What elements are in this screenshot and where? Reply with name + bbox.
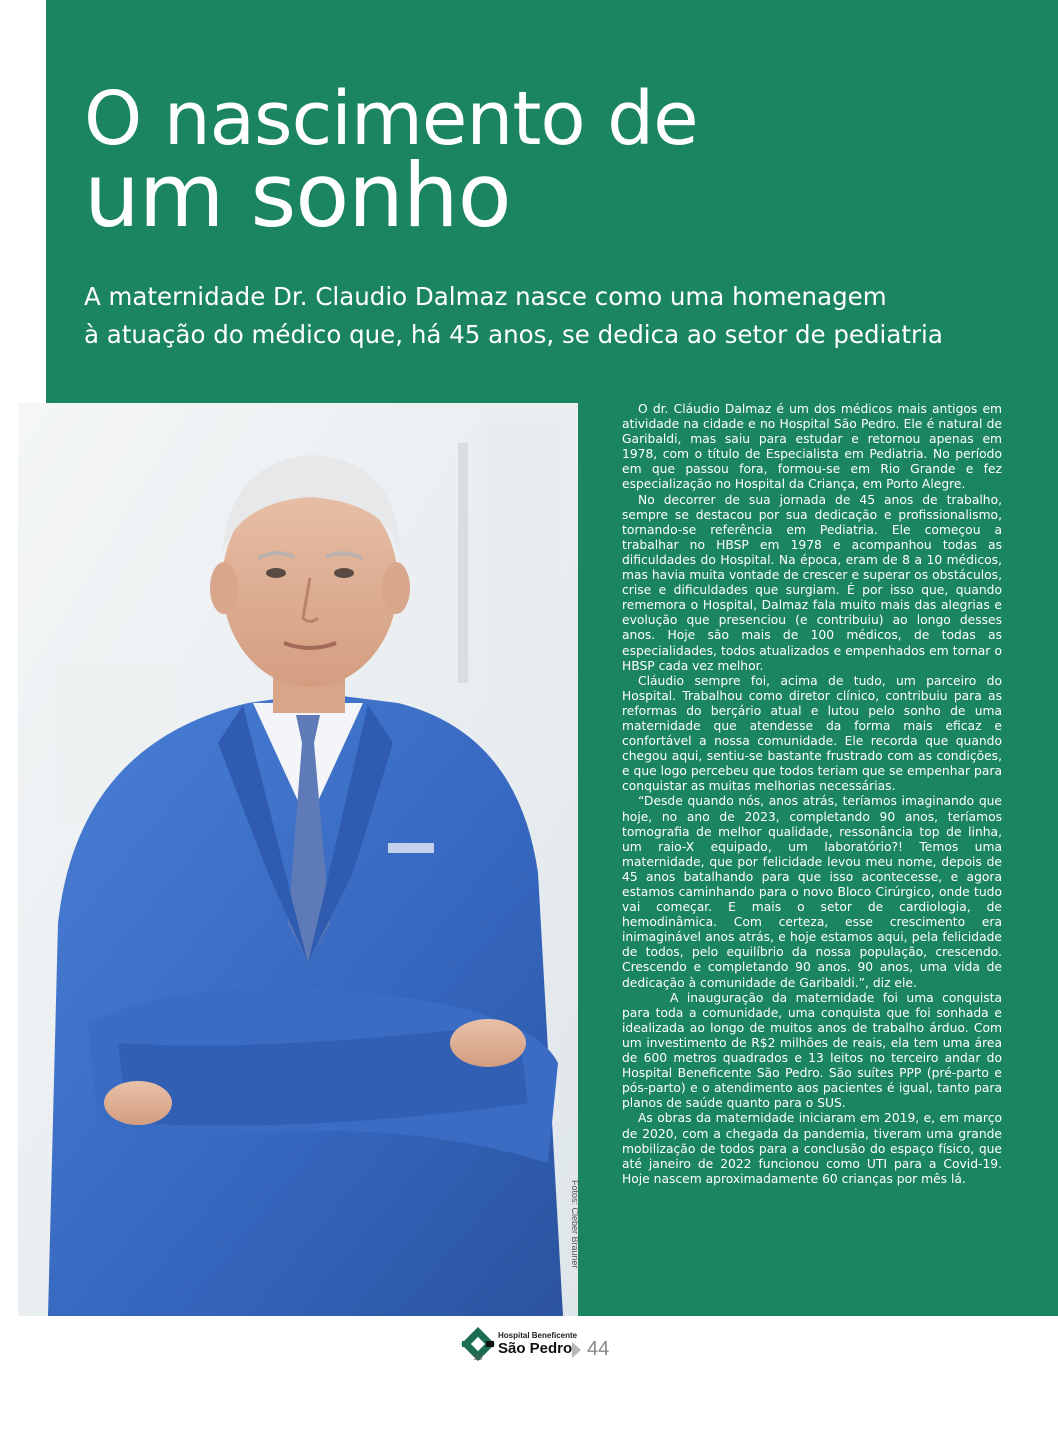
page-number: 44	[587, 1338, 610, 1360]
subtitle-line-2: à atuação do médico que, há 45 anos, se dedica ao setor de pediatria	[84, 320, 943, 349]
article-paragraph: “Desde quando nós, anos atrás, teríamos imaginando que hoje, no ano de 2023, completando 90 anos, teríamos tomografia de melhor qualidade, ressonância top de linha, um raio-X equipado, um laboratório?! Temos uma maternidade, que por felicidade levou meu nome, depois de 45 anos batalhando para que isso acontecesse, e agora estamos caminhando para o novo Bloco Cirúrgico, onde tudo vai começar. E mais o setor de cardiologia, de hemodinâmica. Com certeza, esse crescimento era inimaginável anos atrás, e hoje estamos aqui, pela felicidade de todos, pelo equilíbrio da nossa população, crescendo. Crescendo e completando 90 anos. 90 anos, uma vida de dedicação à comunidade de Garibaldi.”, diz ele.	[622, 794, 1002, 990]
article-body	[622, 402, 1002, 1187]
doctor-portrait-photo	[18, 403, 578, 1316]
page-footer	[460, 1326, 620, 1366]
article-subtitle	[84, 278, 1034, 354]
subtitle-line-1: A maternidade Dr. Claudio Dalmaz nasce como uma homenagem	[84, 282, 887, 311]
hospital-logo	[460, 1326, 496, 1362]
title-line-1: O nascimento de	[84, 76, 698, 162]
article-paragraph: Cláudio sempre foi, acima de tudo, um parceiro do Hospital. Trabalhou como diretor clínico, contribuiu para as reformas do berçário atual e lutou pelo sonho de uma maternidade que atendesse da forma mais eficaz e confortável a nossa comunidade. Ele recorda que quando chegou aqui, sentiu-se bastante frustrado com as condições, e que logo percebeu que todos teriam que se empenhar para conquistar as muitas melhorias necessárias.	[622, 673, 1002, 794]
photo-credit-text: Fotos: Cleber Brauner	[570, 1180, 580, 1269]
article-title	[84, 76, 698, 247]
hospital-name-line-2: São Pedro	[498, 1340, 573, 1357]
photo-credit	[568, 1180, 578, 1290]
page-arrow-icon	[572, 1342, 581, 1358]
logo-number: 90	[473, 1353, 483, 1362]
article-paragraph: As obras da maternidade iniciaram em 2019, e, em março de 2020, com a chegada da pandemia, tiveram uma grande mobilização de todos para a conclusão do espaço físico, que até janeiro de 2022 funcionou como UTI para a Covid-19. Hoje nascem aproximadamente 60 crianças por mês lá.	[622, 1111, 1002, 1186]
article-paragraph: O dr. Cláudio Dalmaz é um dos médicos mais antigos em atividade na cidade e no Hospital São Pedro. Ele é natural de Garibaldi, mas saiu para estudar e retornou apenas em 1978, com o título de Especialista em Pediatria. No período em que passou fora, formou-se em Rio Grande e fez especialização no Hospital da Criança, em Porto Alegre.	[622, 402, 1002, 492]
title-line-2: um sonho	[84, 144, 511, 247]
article-paragraph: A inauguração da maternidade foi uma conquista para toda a comunidade, uma conquista que foi sonhada e idealizada ao longo de muitos anos de trabalho árduo. Com um investimento de R$2 milhões de reais, ela tem uma área de 600 metros quadrados e 13 leitos no terceiro andar do Hospital Beneficente São Pedro. São suítes PPP (pré-parto e pós-parto) e o atendimento aos pacientes é igual, tanto para planos de saúde quanto para o SUS.	[622, 990, 1002, 1111]
hospital-name-line-1: Hospital Beneficente	[498, 1331, 578, 1340]
article-paragraph: No decorrer de sua jornada de 45 anos de trabalho, sempre se destacou por sua dedicação e profissionalismo, tornando-se referência em Pediatria. Ele começou a trabalhar no HBSP em 1978 e acompanhou todas as dificuldades do Hospital. Na época, eram de 8 a 10 médicos, mas havia muita vontade de crescer e superar os obstáculos, crise e dificuldades que surgiam. É por isso que, quando rememora o Hospital, Dalmaz fala muito mais das alegrias e evolução que presenciou (e contribuiu) ao longo desses anos. Hoje são mais de 100 médicos, de todas as especialidades, todos atualizados e empenhados em tornar o HBSP cada vez melhor.	[622, 492, 1002, 673]
